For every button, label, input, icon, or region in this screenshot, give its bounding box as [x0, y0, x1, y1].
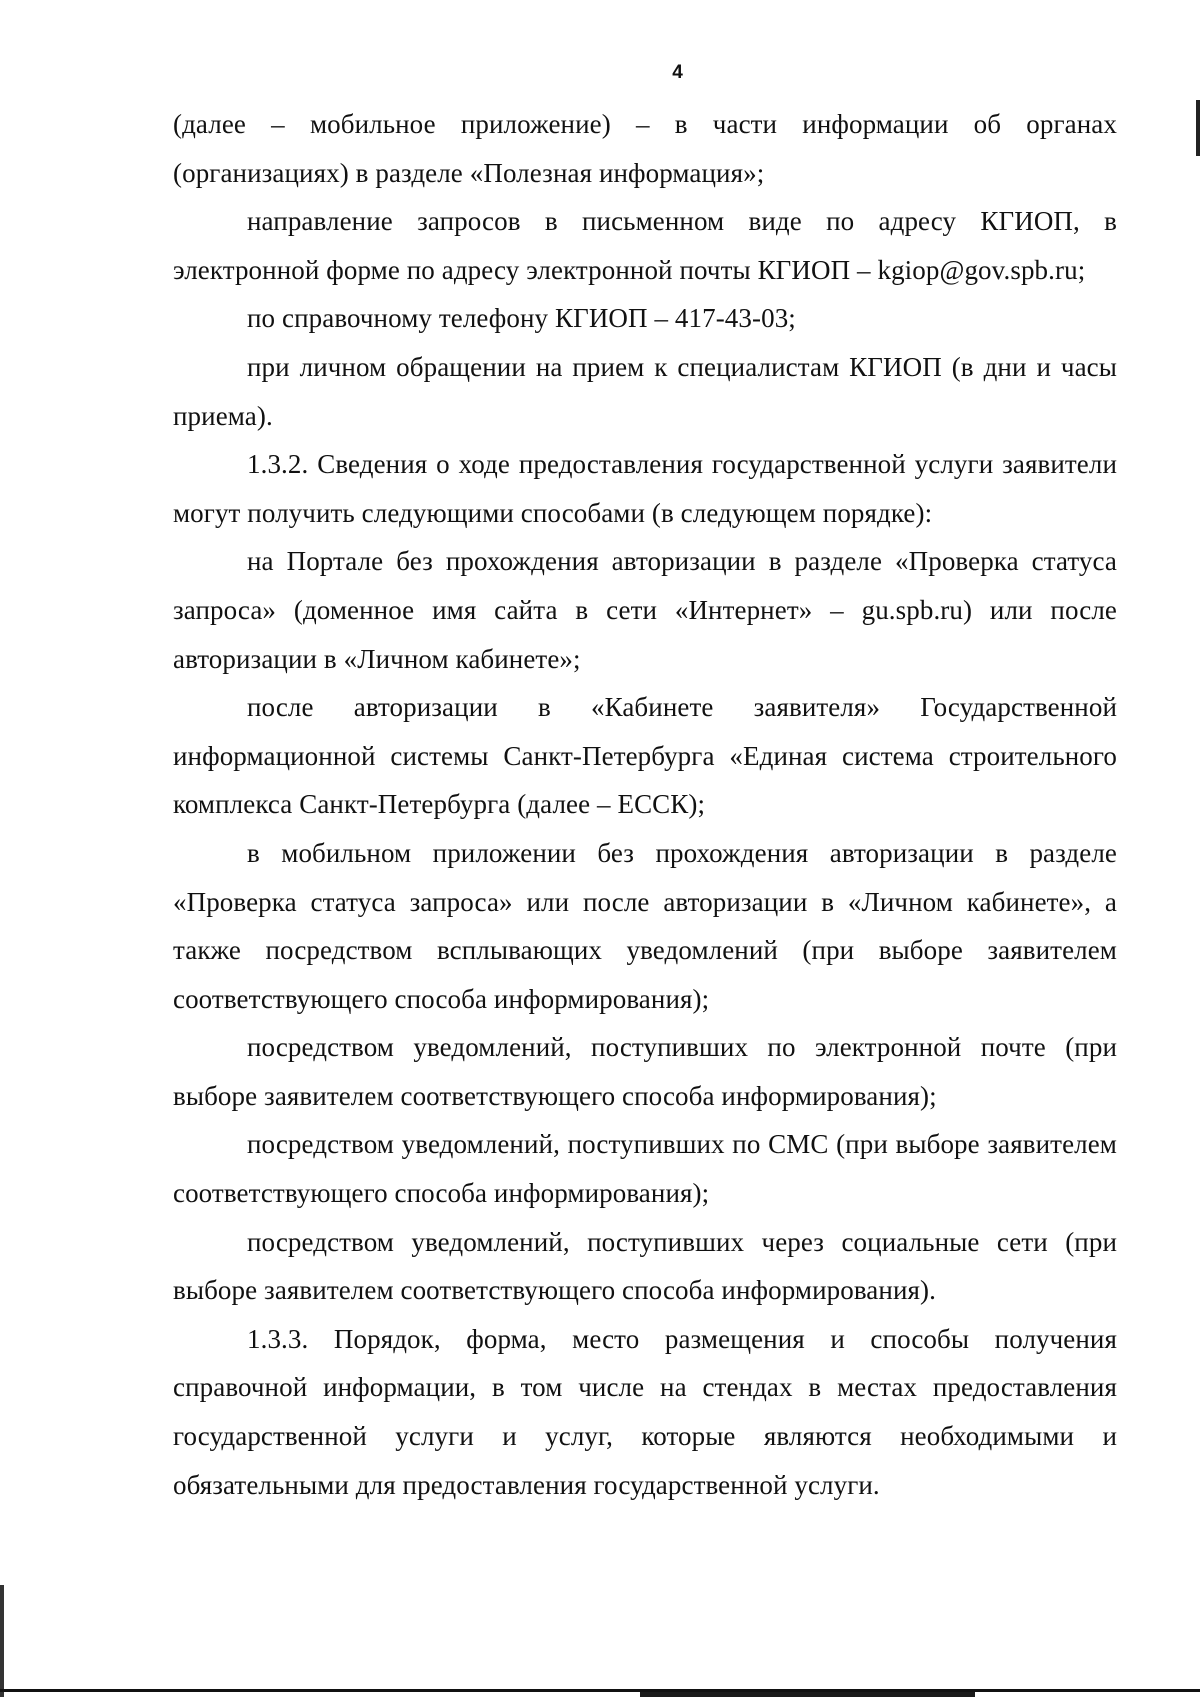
scan-edge-mark [1196, 100, 1200, 156]
paragraph: 1.3.3. Порядок, форма, место размещения и способы получения справочной информации, в том числе на стендах в местах предоставления государственной услуги и услуг, которые являются необходимыми и обязательными для предоставления государственной услуги. [173, 1323, 1117, 1500]
paragraph: посредством уведомлений, поступивших через социальные сети (при выборе заявителем соответствующего способа информирования). [173, 1226, 1117, 1306]
paragraph: после авторизации в «Кабинете заявителя» Государственной информационной системы Санкт-Петербурга «Единая система строительного комплекса Санкт-Петербурга (далее – ЕССК); [173, 692, 1117, 820]
paragraph: посредством уведомлений, поступивших по СМС (при выборе заявителем соответствующего способа информирования); [173, 1129, 1117, 1209]
scan-bottom-shadow [640, 1692, 975, 1697]
paragraph: на Портале без прохождения авторизации в разделе «Проверка статуса запроса» (доменное имя сайта в сети «Интернет» – gu.spb.ru) или после авторизации в «Личном кабинете»; [173, 546, 1117, 674]
paragraph: (далее – мобильное приложение) – в части информации об органах (организациях) в разделе «Полезная информация»; [173, 109, 1117, 188]
paragraph: по справочному телефону КГИОП – 417-43-03; [247, 303, 796, 334]
paragraph: в мобильном приложении без прохождения авторизации в разделе «Проверка статуса запроса» или после авторизации в «Личном кабинете», а также посредством всплывающих уведомлений (при выборе заявителем соответствующего способа информирования); [173, 837, 1117, 1014]
scan-edge-mark [0, 1585, 4, 1697]
document-body [173, 100, 1117, 1509]
paragraph: 1.3.2. Сведения о ходе предоставления государственной услуги заявители могут получить следующими способами (в следующем порядке): [173, 449, 1117, 528]
paragraph: направление запросов в письменном виде по адресу КГИОП, в электронной форме по адресу электронной почты КГИОП – kgiop@gov.spb.ru; [173, 206, 1117, 285]
page-number: 4 [672, 62, 683, 83]
scan-bottom-border [0, 1689, 1200, 1692]
paragraph: посредством уведомлений, поступивших по электронной почте (при выборе заявителем соответствующего способа информирования); [173, 1032, 1117, 1111]
paragraph: при личном обращении на прием к специалистам КГИОП (в дни и часы приема). [173, 351, 1117, 431]
